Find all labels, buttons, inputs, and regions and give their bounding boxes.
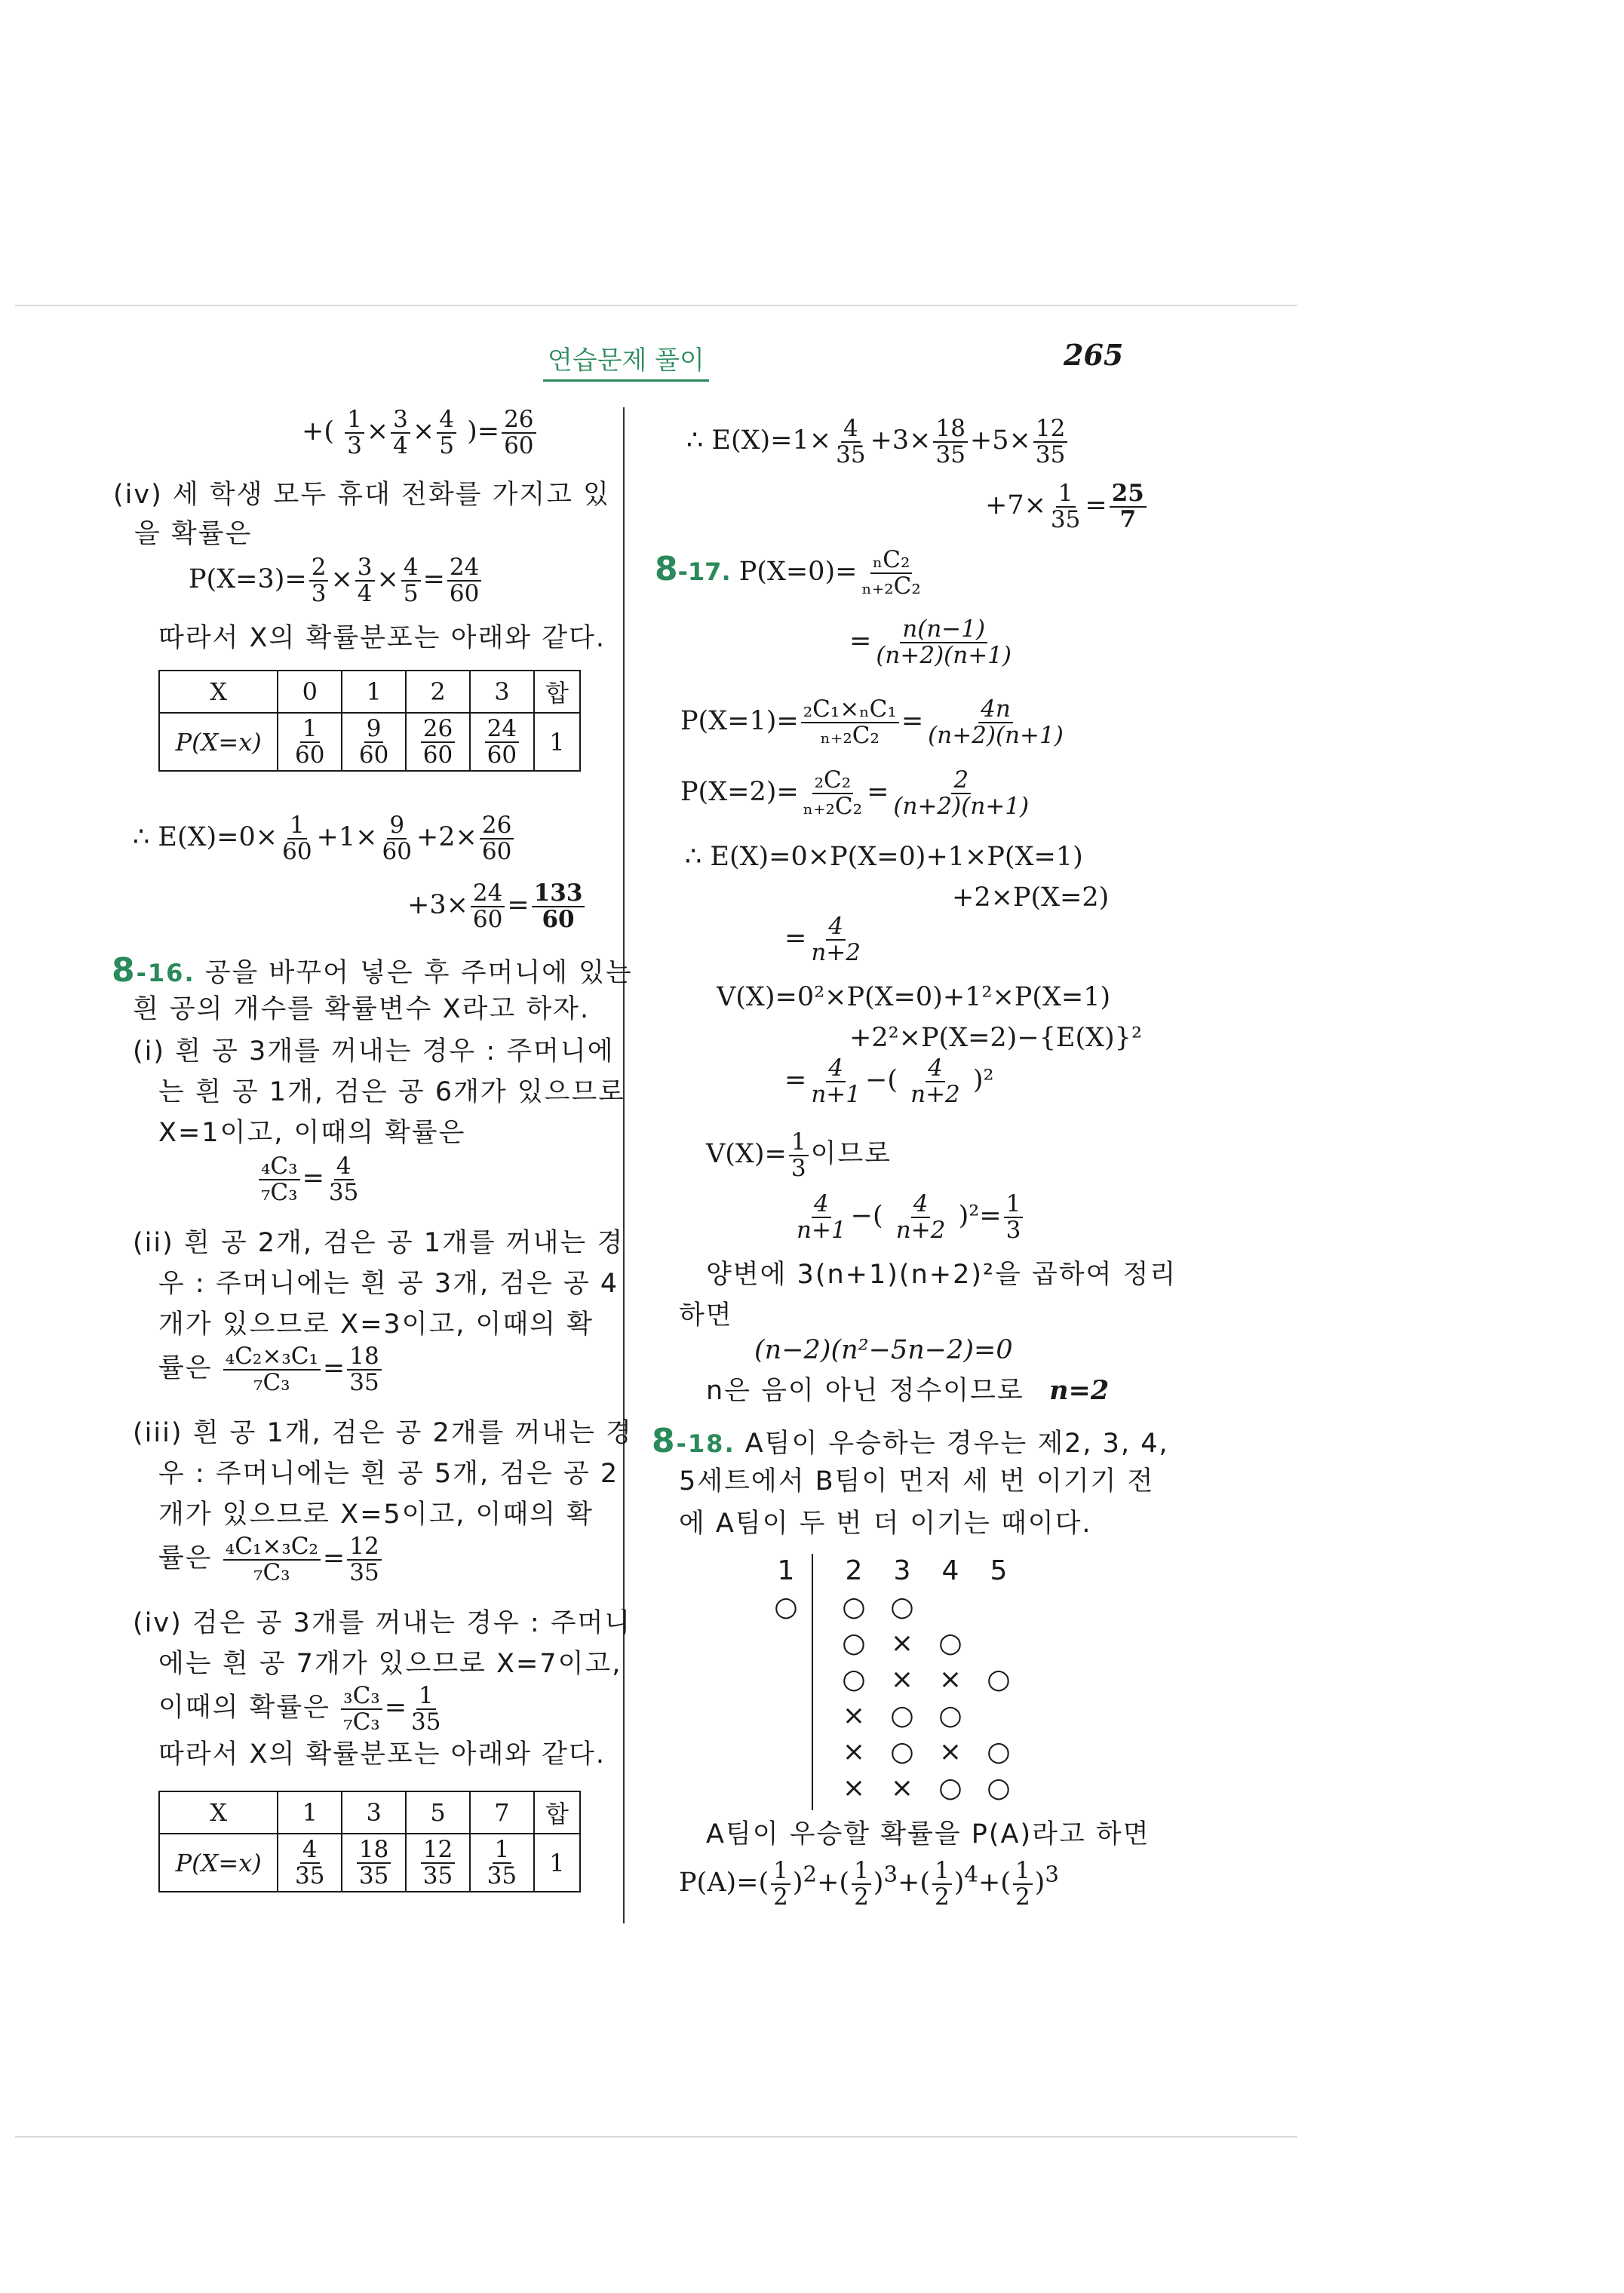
grid-mark: ○ [987,1664,1011,1695]
table-cell: X [159,1791,278,1834]
case-iii-2: 우 : 주머니에는 흰 공 5개, 검은 공 2 [158,1459,619,1489]
table-cell: $\frac{9}{60}$ [342,713,406,771]
table-cell: $\frac{1}{35}$ [470,1834,534,1892]
conclusion: n은 음이 아닌 정수이므로 n=2 [706,1375,1110,1406]
case-iv-prob: 이때의 확률은 $\frac{\text{₃C₃}}{\text{₇C₃}}$ = $\frac{1}{35}$ [158,1682,441,1736]
top-rule [15,305,1297,306]
grid-col-label: 3 [893,1555,911,1586]
expectation-1-line1: ∴ E(X)=0× $\frac{1}{60}$ +1× $\frac{9}{60}$ +2× $\frac{26}{60}$ [133,813,516,864]
vx-given: V(X)= $\frac{1}{3}$ 이므로 [706,1128,892,1182]
bottom-rule [15,2136,1297,2138]
table-row [159,671,580,713]
p1-equation: P(X=1)= $\frac{\text{₂C₁×ₙC₁}}{\text{ₙ₊₂C₂}}$ = $\frac{4n}{(n+2)(n+1)}$ [680,695,1064,749]
px3-equation: P(X=3)= $\frac{2}{3}$ × $\frac{3}{4}$ × $\frac{4}{5}$ = $\frac{24}{60}$ [189,555,484,606]
expectation-2-line2: +7× $\frac{1}{35}$ = $\frac{25}{7}$ [985,481,1149,532]
table-cell: 5 [406,1791,470,1834]
table-cell: 1 [278,1791,342,1834]
table-cell: 1 [342,671,406,713]
iv-text-1: (iv) 세 학생 모두 휴대 전화를 가지고 있 [113,480,610,510]
p18-text-2: 5세트에서 B팀이 먼저 세 번 이기기 전 [679,1466,1155,1496]
pa-equation: P(A)=( $\frac{1}{2}$ )$^2$+( $\frac{1}{2}$ )$^3$+( $\frac{1}{2}$ )$^4$+( $\frac{1}{2}$ )$^3$ [679,1857,1059,1911]
table-cell: 3 [342,1791,406,1834]
grid-mark: × [842,1736,866,1767]
case-i-3: X=1이고, 이때의 확률은 [158,1118,466,1148]
multiply-text-1: 양변에 3(n+1)(n+2)²을 곱하여 정리 [706,1260,1177,1290]
grid-mark: ○ [890,1700,914,1731]
grid-mark: ○ [938,1628,962,1659]
table-cell: 7 [470,1791,534,1834]
table-cell: 합 [534,671,580,713]
iv-text-2: 을 확률은 [134,519,253,549]
table-cell: X [159,671,278,713]
case-iii-1: (iii) 흰 공 1개, 검은 공 2개를 꺼내는 경 [133,1418,633,1448]
case-iv-2: 에는 흰 공 7개가 있으므로 X=7이고, [158,1649,622,1679]
problem-8-17-header: 8-17. P(X=0)= $\frac{\text{ₙC₂}}{\text{ₙ₊₂C₂}}$ [655,546,921,600]
grid-mark: ○ [987,1773,1011,1803]
column-divider [623,407,625,1923]
grid-divider [812,1554,813,1810]
table-cell: 2 [406,671,470,713]
case-ii-prob: 률은 $\frac{\text{₄C₂×₃C₁}}{\text{₇C₃}}$ = $\frac{18}{35}$ [158,1344,384,1395]
table-cell: $\frac{26}{60}$ [406,713,470,771]
case-iii-prob: 률은 $\frac{\text{₄C₁×₃C₂}}{\text{₇C₃}}$ = $\frac{12}{35}$ [158,1534,384,1585]
distribution-table-1 [158,670,581,772]
case-ii-1: (ii) 흰 공 2개, 검은 공 1개를 꺼내는 경 [133,1228,625,1258]
p16-text-2: 흰 공의 개수를 확률변수 X라고 하자. [133,994,591,1024]
table-cell: P(X=x) [159,1834,278,1892]
section-title: 연습문제 풀이 [543,339,709,382]
table-cell: $\frac{18}{35}$ [342,1834,406,1892]
table-cell: $\frac{4}{35}$ [278,1834,342,1892]
pa-text: A팀이 우승할 확률을 P(A)라고 하면 [706,1819,1150,1849]
vx-result: = $\frac{4}{n+1}$ −( $\frac{4}{n+2}$ )² [784,1054,994,1108]
factored-equation: (n−2)(n²−5n−2)=0 [754,1335,1013,1365]
grid-mark: ○ [987,1736,1011,1767]
grid-col-label: 5 [990,1555,1008,1586]
grid-mark: ○ [938,1773,962,1803]
table-cell: 1 [534,1834,580,1892]
grid-mark: × [890,1664,914,1695]
table-cell: $\frac{12}{35}$ [406,1834,470,1892]
ex3-result: = $\frac{4}{n+2}$ [784,913,861,966]
table-cell: 합 [534,1791,580,1834]
grid-col-label: 2 [845,1555,863,1586]
grid-mark: ○ [774,1592,798,1622]
grid-mark: × [890,1628,914,1659]
expectation-2-line1: ∴ E(X)=1× $\frac{4}{35}$ +3× $\frac{18}{35}$ +5× $\frac{12}{35}$ [686,416,1070,467]
p2-equation: P(X=2)= $\frac{\text{₂C₂}}{\text{ₙ₊₂C₂}}$ = $\frac{2}{(n+2)(n+1)}$ [680,766,1030,820]
p0-result: = $\frac{n(n-1)}{(n+2)(n+1)}$ [849,615,1012,669]
grid-mark: ○ [842,1664,866,1695]
grid-col-label: 1 [777,1555,795,1586]
grid-mark: ○ [842,1628,866,1659]
problem-8-18-header: 8-18. A팀이 우승하는 경우는 제2, 3, 4, [652,1422,1169,1460]
ex3-line1: ∴ E(X)=0×P(X=0)+1×P(X=1) [685,842,1083,872]
v-equation: $\frac{4}{n+1}$ −( $\frac{4}{n+2}$ )²= $\frac{1}{3}$ [792,1192,1025,1242]
grid-mark: × [938,1664,962,1695]
iii-tail-equation: +( $\frac{1}{3}$ × $\frac{3}{4}$ × $\frac{4}{5}$ )= $\frac{26}{60}$ [302,407,539,458]
problem-8-16-header: 8-16. 공을 바꾸어 넣은 후 주머니에 있는 [112,951,633,990]
ex3-line2: +2×P(X=2) [952,883,1110,913]
table-cell: 0 [278,671,342,713]
case-ii-3: 개가 있으므로 X=3이고, 이때의 확 [158,1309,594,1340]
table-cell: P(X=x) [159,713,278,771]
grid-mark: × [842,1773,866,1803]
case-i-2: 는 흰 공 1개, 검은 공 6개가 있으므로 [158,1077,626,1107]
expectation-1-line2: +3× $\frac{24}{60}$ = $\frac{133}{60}$ [407,881,587,932]
grid-col-label: 4 [941,1555,959,1586]
page-number: 265 [1064,338,1124,372]
multiply-text-2: 하면 [679,1300,733,1331]
p18-text-3: 에 A팀이 두 번 더 이기는 때이다. [679,1509,1092,1539]
case-iii-3: 개가 있으므로 X=5이고, 이때의 확 [158,1500,594,1530]
vx-line1: V(X)=0²×P(X=0)+1²×P(X=1) [717,982,1111,1012]
distribution-intro-1: 따라서 X의 확률분포는 아래와 같다. [158,623,606,653]
distribution-intro-2: 따라서 X의 확률분포는 아래와 같다. [158,1739,606,1770]
case-iv-1: (iv) 검은 공 3개를 꺼내는 경우 : 주머니 [133,1608,632,1638]
distribution-table-2 [158,1791,581,1892]
grid-mark: ○ [890,1592,914,1622]
grid-mark: × [938,1736,962,1767]
table-cell: $\frac{1}{60}$ [278,713,342,771]
case-i-prob: $\frac{\text{₄C₃}}{\text{₇C₃}}$ = $\frac{4}{35}$ [256,1154,363,1205]
table-cell: 1 [534,713,580,771]
grid-mark: ○ [890,1736,914,1767]
grid-mark: × [890,1773,914,1803]
grid-mark: ○ [842,1592,866,1622]
table-row [159,713,580,771]
grid-mark: ○ [938,1700,962,1731]
table-cell: $\frac{24}{60}$ [470,713,534,771]
table-row [159,1791,580,1834]
table-row [159,1834,580,1892]
table-cell: 3 [470,671,534,713]
case-i-1: (i) 흰 공 3개를 꺼내는 경우 : 주머니에 [133,1036,615,1067]
case-ii-2: 우 : 주머니에는 흰 공 3개, 검은 공 4 [158,1269,619,1299]
vx-line2: +2²×P(X=2)−{E(X)}² [849,1023,1142,1053]
grid-mark: × [842,1700,866,1731]
